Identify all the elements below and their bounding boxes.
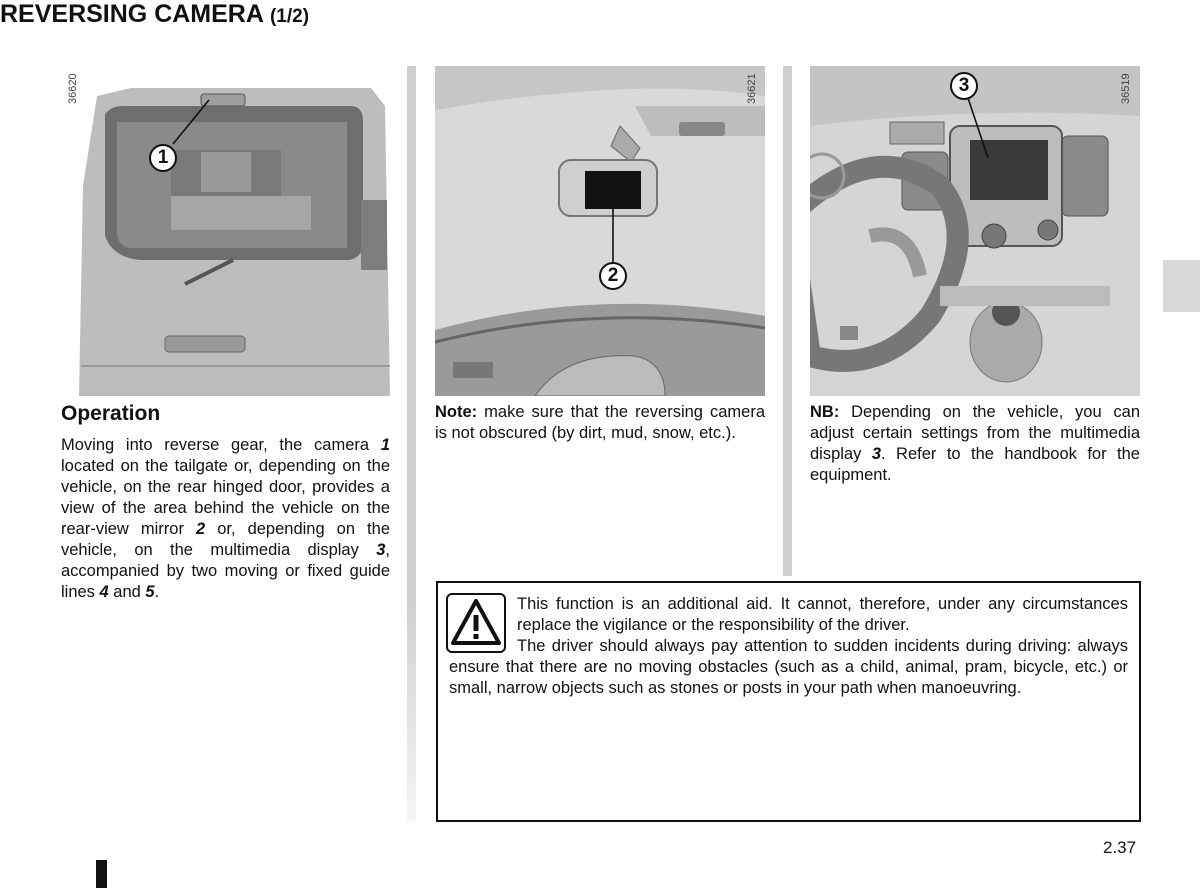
ref: 4: [99, 583, 109, 601]
warning-para-1: This function is an additional aid. It cannot, therefore, under any circumstances replace the vigilance or the responsibility of the driver.: [517, 595, 1128, 634]
text: Depending on the vehicle, you can adjust certain settings from the multimedia display: [810, 403, 1140, 463]
ref: 2: [195, 520, 206, 538]
ref: 5: [145, 583, 155, 601]
figure-code: 36519: [1120, 73, 1132, 104]
icon-spacer: [449, 594, 517, 656]
page-number: 2.37: [1103, 838, 1137, 857]
text: , accompanied by two moving or fixed guide lines: [61, 541, 390, 601]
figure-dashboard: [810, 66, 1140, 396]
text: Moving into reverse gear, the camera: [61, 436, 381, 454]
note-label: Note:: [435, 403, 478, 421]
chapter-tab: [1163, 260, 1200, 312]
text: located on the tailgate or, depending on the vehicle, on the rear hinged door, provides a view of the area behind the vehicle on the rear-view mirror: [61, 457, 390, 538]
nb-text: [810, 402, 1140, 486]
callout-leader-line: [61, 66, 390, 396]
callout-leader-line: [435, 66, 765, 396]
ref: 3: [376, 541, 386, 559]
warning-para-2: The driver should always pay attention to sudden incidents during driving: always ensure that there are no moving obstacles (such as a child, animal, pram, bicycle, etc.) or small, narrow objects such as stones or posts in your path when manoeuvring.: [449, 637, 1128, 697]
bottom-marker: [96, 860, 107, 888]
nb-label: NB:: [810, 403, 840, 421]
figure-mirror: [435, 66, 765, 396]
operation-heading: Operation: [61, 402, 161, 425]
note-text: [435, 402, 765, 444]
text: and: [108, 583, 146, 601]
text: .: [154, 583, 160, 601]
callout-leader-line: [810, 66, 1140, 396]
callout-3: 3: [950, 72, 978, 100]
page-title-part: (1/2): [269, 6, 310, 27]
callout-1: 1: [149, 144, 177, 172]
warning-text: [449, 594, 1128, 699]
figure-tailgate: [61, 66, 390, 396]
column-divider: [783, 66, 792, 576]
column-divider: [407, 66, 416, 821]
note-body: make sure that the reversing camera is not obscured (by dirt, mud, snow, etc.).: [435, 403, 765, 442]
text: or, depending on the vehicle, on the multimedia display: [61, 520, 390, 559]
text: . Refer to the handbook for the equipment.: [810, 445, 1140, 484]
ref: 3: [871, 445, 881, 463]
figure-code: 36621: [746, 73, 758, 104]
operation-text: [61, 435, 390, 603]
page-title-text: REVERSING CAMERA: [0, 0, 263, 28]
callout-2: 2: [599, 262, 627, 290]
ref: 1: [380, 436, 390, 454]
page-title: [0, 0, 1200, 29]
figure-code: 36620: [67, 73, 79, 104]
